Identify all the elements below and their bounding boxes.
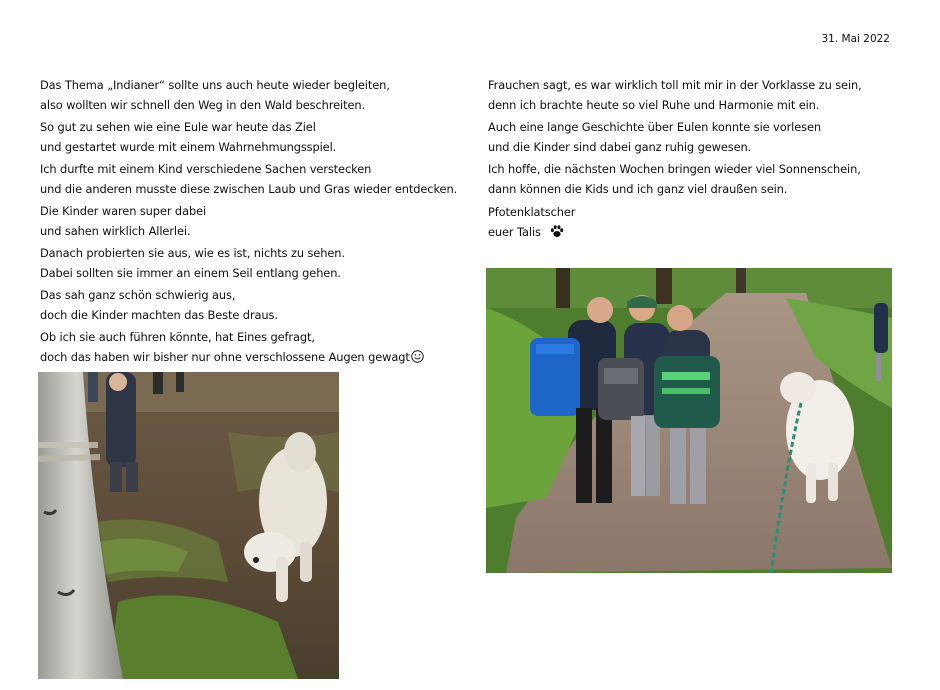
poem-line: Dabei sollten sie immer an einem Seil entlang gehen. xyxy=(40,265,341,280)
children-walking-photo xyxy=(486,268,892,573)
poem-line: Die Kinder waren super dabei xyxy=(40,204,207,218)
stanza xyxy=(40,328,450,367)
poem-line: Das sah ganz schön schwierig aus, xyxy=(40,288,236,302)
poem-line: Ich hoffe, die nächsten Wochen bringen wieder viel Sonnenschein, xyxy=(488,162,861,176)
signature-name-line xyxy=(488,223,908,243)
poem-right-column xyxy=(488,76,908,245)
smiley-icon xyxy=(411,350,424,363)
poem-line: doch die Kinder machten das Beste draus. xyxy=(40,307,278,322)
poem-line: So gut zu sehen wie eine Eule war heute das Ziel xyxy=(40,120,316,134)
stanza xyxy=(40,160,458,199)
stanza xyxy=(488,160,908,199)
poem-line: Danach probierten sie aus, wie es ist, nichts zu sehen. xyxy=(40,246,345,260)
poem-line: also wollten wir schnell den Weg in den Wald beschreiten. xyxy=(40,97,365,112)
stanza xyxy=(488,118,908,157)
poem-left-column xyxy=(40,76,458,370)
poem-line: Das Thema „Indianer“ sollte uns auch heute wieder begleiten, xyxy=(40,78,390,92)
poem-line: und die anderen musste diese zwischen Laub und Gras wieder entdecken. xyxy=(40,181,458,196)
stanza xyxy=(488,76,908,115)
stanza xyxy=(40,202,450,241)
date-label: 31. Mai 2022 xyxy=(821,33,890,45)
stanza xyxy=(40,118,450,157)
signature xyxy=(488,203,908,242)
paw-print-icon xyxy=(549,223,565,239)
forest-dog-photo xyxy=(38,372,339,679)
poem-line-text: doch das haben wir bisher nur ohne verschlossene Augen gewagt xyxy=(40,349,410,364)
stanza xyxy=(40,76,450,115)
poem-line: dann können die Kids und ich ganz viel draußen sein. xyxy=(488,181,788,196)
signature-greeting: Pfotenklatscher xyxy=(488,205,576,219)
poem-line: und gestartet wurde mit einem Wahrnehmungsspiel. xyxy=(40,139,337,154)
poem-line: Auch eine lange Geschichte über Eulen konnte sie vorlesen xyxy=(488,120,821,134)
poem-line: Frauchen sagt, es war wirklich toll mit mir in der Vorklasse zu sein, xyxy=(488,78,862,92)
stanza xyxy=(40,286,450,325)
stanza xyxy=(40,244,450,283)
poem-line: denn ich brachte heute so viel Ruhe und Harmonie mit ein. xyxy=(488,97,820,112)
poem-line: Ich durfte mit einem Kind verschiedene Sachen verstecken xyxy=(40,162,372,176)
poem-line: und die Kinder sind dabei ganz ruhig gewesen. xyxy=(488,139,752,154)
poem-line: und sahen wirklich Allerlei. xyxy=(40,223,191,238)
poem-line: Ob ich sie auch führen könnte, hat Eines gefragt, xyxy=(40,330,315,344)
poem-line-last xyxy=(40,348,450,368)
signature-name: euer Talis xyxy=(488,224,541,239)
